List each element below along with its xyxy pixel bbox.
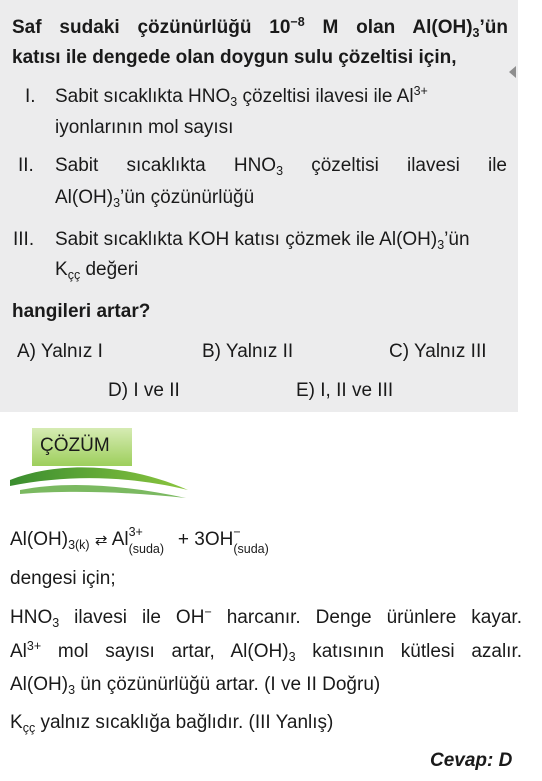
item-3-line-1: Sabit sıcaklıkta KOH katısı çözmek ile $Al(OH)_3’ün$ [55,229,470,252]
solution-line-5: $K_{çç}$ yalnız sıcaklığa bağlıdır. (III Yanlış) [10,712,334,735]
solution-label: ÇÖZÜM [40,435,110,456]
option-e[interactable]: E) I, II ve III [296,380,394,401]
solution-banner [10,424,190,508]
item-2-line-2: $Al(OH)_3’ün$ çözünürlüğü [55,187,255,210]
solution-line-2: $HNO_3$ ilavesi ile OH− harcanır. Denge ürünlere kayar. [10,605,522,630]
item-2-number: II. [18,155,34,176]
option-b[interactable]: B) Yalnız II [202,341,294,362]
page-edge-marker [509,66,516,78]
item-1-line-2: iyonlarının mol sayısı [55,117,234,138]
option-d[interactable]: D) I ve II [108,380,180,401]
item-1-line-1: Sabit sıcaklıkta $HNO_3$ çözeltisi ilavesi ile $Al^{3+}$ [55,84,428,109]
option-a[interactable]: A) Yalnız I [17,341,103,362]
item-3-line-2: $K_{çç}$ değeri [55,259,139,282]
question-stem-line-1: Saf sudaki çözünürlüğü $10^{-8}$ M olan $Al(OH)_3’ün$ [12,15,508,40]
option-c[interactable]: C) Yalnız III [389,341,487,362]
solution-line-4: $Al(OH)_3$ ün çözünürlüğü artar. (I ve II Doğru) [10,674,381,697]
item-1-number: I. [25,86,36,107]
question-stem-line-2: katısı ile dengede olan doygun sulu çözeltisi için, [12,47,457,68]
item-3-number: III. [13,229,35,250]
item-2-line-1: Sabit sıcaklıkta $HNO_3$ çözeltisi ilavesi ile [55,155,507,178]
answer-label: Cevap: D [430,750,513,771]
equilibrium-equation: $Al(OH)_{3(k)}$ ⇄ Al 3+ (suda) + 3OH − (suda) [10,525,269,556]
solution-line-1: dengesi için; [10,568,116,589]
equilibrium-arrow: ⇄ [94,532,108,549]
solution-line-3: $Al^{3+}$ mol sayısı artar, $Al(OH)_3$ katısının kütlesi azalır. [10,639,523,664]
question-prompt: hangileri artar? [12,301,151,322]
